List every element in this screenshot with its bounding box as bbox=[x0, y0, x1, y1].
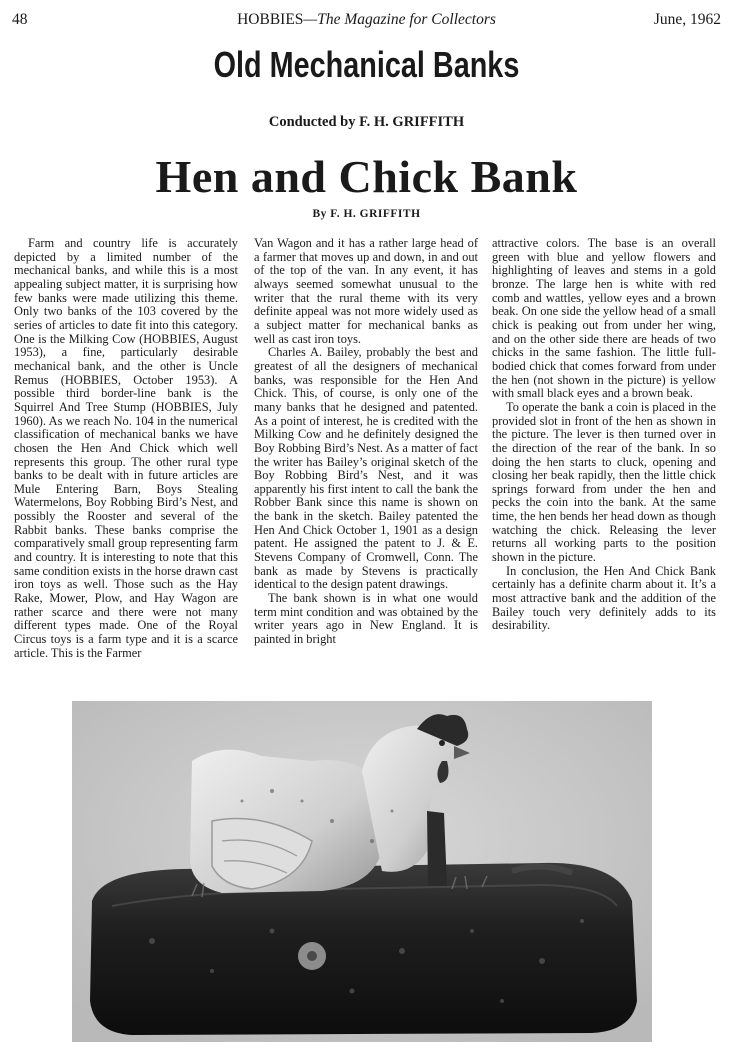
paragraph: The bank shown is in what one would term mint condition and was obtained by the writer years ago in New England. It is painted in bright bbox=[254, 591, 478, 647]
article-column-2 bbox=[254, 237, 478, 647]
paragraph: To operate the bank a coin is placed in the provided slot in front of the hen as shown in the picture. The lever is then turned over in the direction of the rear of the bank. In so doing the hen starts to cluck, opening and closing her beak rapidly, then the little chick springs forward from under the hen and pecks the coin into the bank. At the same time, the hen bends her head down as though watching the chick. Releasing the lever returns all working parts to the position shown in the picture. bbox=[492, 399, 716, 565]
article-column-3 bbox=[492, 237, 716, 633]
issue-date: June, 1962 bbox=[653, 11, 721, 28]
department-title: Old Mechanical Banks bbox=[213, 44, 520, 85]
operating-lever bbox=[427, 811, 447, 886]
article-title: Hen and Chick Bank bbox=[155, 151, 578, 202]
page-number: 48 bbox=[12, 11, 28, 28]
flower-ornament bbox=[298, 942, 326, 970]
paragraph: Charles A. Bailey, probably the best and greatest of all the designers of mechanical banks, was responsible for the Hen And Chick. This, of course, is only one of the many banks that he designed and patented. As a point of interest, he is credited with the Milking Cow and he definitely designed the Boy Robbing Bird’s Nest. As a matter of fact the writer has Bailey’s original sketch of the Boy Robbing Bird’s Nest, and it was apparently his first intent to call the bank the Robber Bank since this name is shown on the bank in the sketch. Bailey patented the Hen And Chick October 1, 1901 as a design patent. He assigned the patent to J. & E. Stevens Company of Cromwell, Conn. The bank as made by Stevens is practically identical to the design patent drawings. bbox=[254, 345, 478, 592]
article-byline: By F. H. GRIFFITH bbox=[312, 208, 421, 220]
paragraph: In conclusion, the Hen And Chick Bank certainly has a definite charm about it. It’s a most attractive bank and the addition of the Bailey touch very definitely adds to its desirability. bbox=[492, 563, 716, 633]
hen-and-chick-bank-photo bbox=[72, 701, 652, 1042]
magazine-tagline: —The Magazine for Collectors bbox=[303, 11, 496, 28]
conducted-by: Conducted by F. H. GRIFFITH bbox=[268, 114, 465, 130]
paragraph: Van Wagon and it has a rather large head of a farmer that moves up and down, in and out of the top of the van. In any event, it has always seemed somewhat unusual to the writer that the rural theme with its very definite appeal was not more widely used as a subject matter for mechanical banks as well as cast iron toys. bbox=[254, 236, 478, 346]
article-column-1 bbox=[14, 237, 238, 660]
hen-eye bbox=[439, 740, 445, 746]
paragraph: attractive colors. The base is an overall green with blue and yellow flowers and highlighting of leaves and stems in a gold bronze. The large hen is white with red comb and wattles, yellow eyes and a brown beak. On one side the yellow head of a small chick is peaking out from under her wing, and on the other side there are heads of two chicks in the same fashion. The little full-bodied chick that comes forward from under the hen (not shown in the picture) is yellow with small black eyes and a brown beak. bbox=[492, 236, 716, 401]
magazine-title bbox=[12, 11, 721, 29]
paragraph: Farm and country life is accurately depicted by a limited number of the mechanical banks, and while this is a most appealing subject matter, it is surprising how few banks were made utilizing this theme. Only two banks of the 103 covered by the series of articles to date fit into this category. One is the Milking Cow (HOBBIES, August 1953), a fine, particularly desirable mechanical bank, and the other is Uncle Remus (HOBBIES, October 1953). A possible third border-line bank is the Squirrel And Tree Stump (HOBBIES, July 1960). As we reach No. 104 in the numerical classification of mechanical banks we have chosen the Hen And Chick which well represents this group. The other rural type banks to be dealt with in future articles are Mule Entering Barn, Boys Stealing Watermelons, Boy Robbing Bird’s Nest, and possibly the Rooster and several of the Rabbit banks. These banks comprise the comparatively small group representing farm and country. It is interesting to note that this same condition exists in the horse drawn cast iron toys as well. Those such as the Hay Rake, Mower, Plow, and Hay Wagon are rather scarce and there were not many different types made. One of the Royal Circus toys is a farm type and it is a scarce article. This is the Farmer bbox=[14, 236, 239, 660]
running-header bbox=[12, 11, 721, 33]
bank-illustration bbox=[72, 701, 652, 1042]
magazine-name: HOBBIES bbox=[237, 11, 304, 28]
